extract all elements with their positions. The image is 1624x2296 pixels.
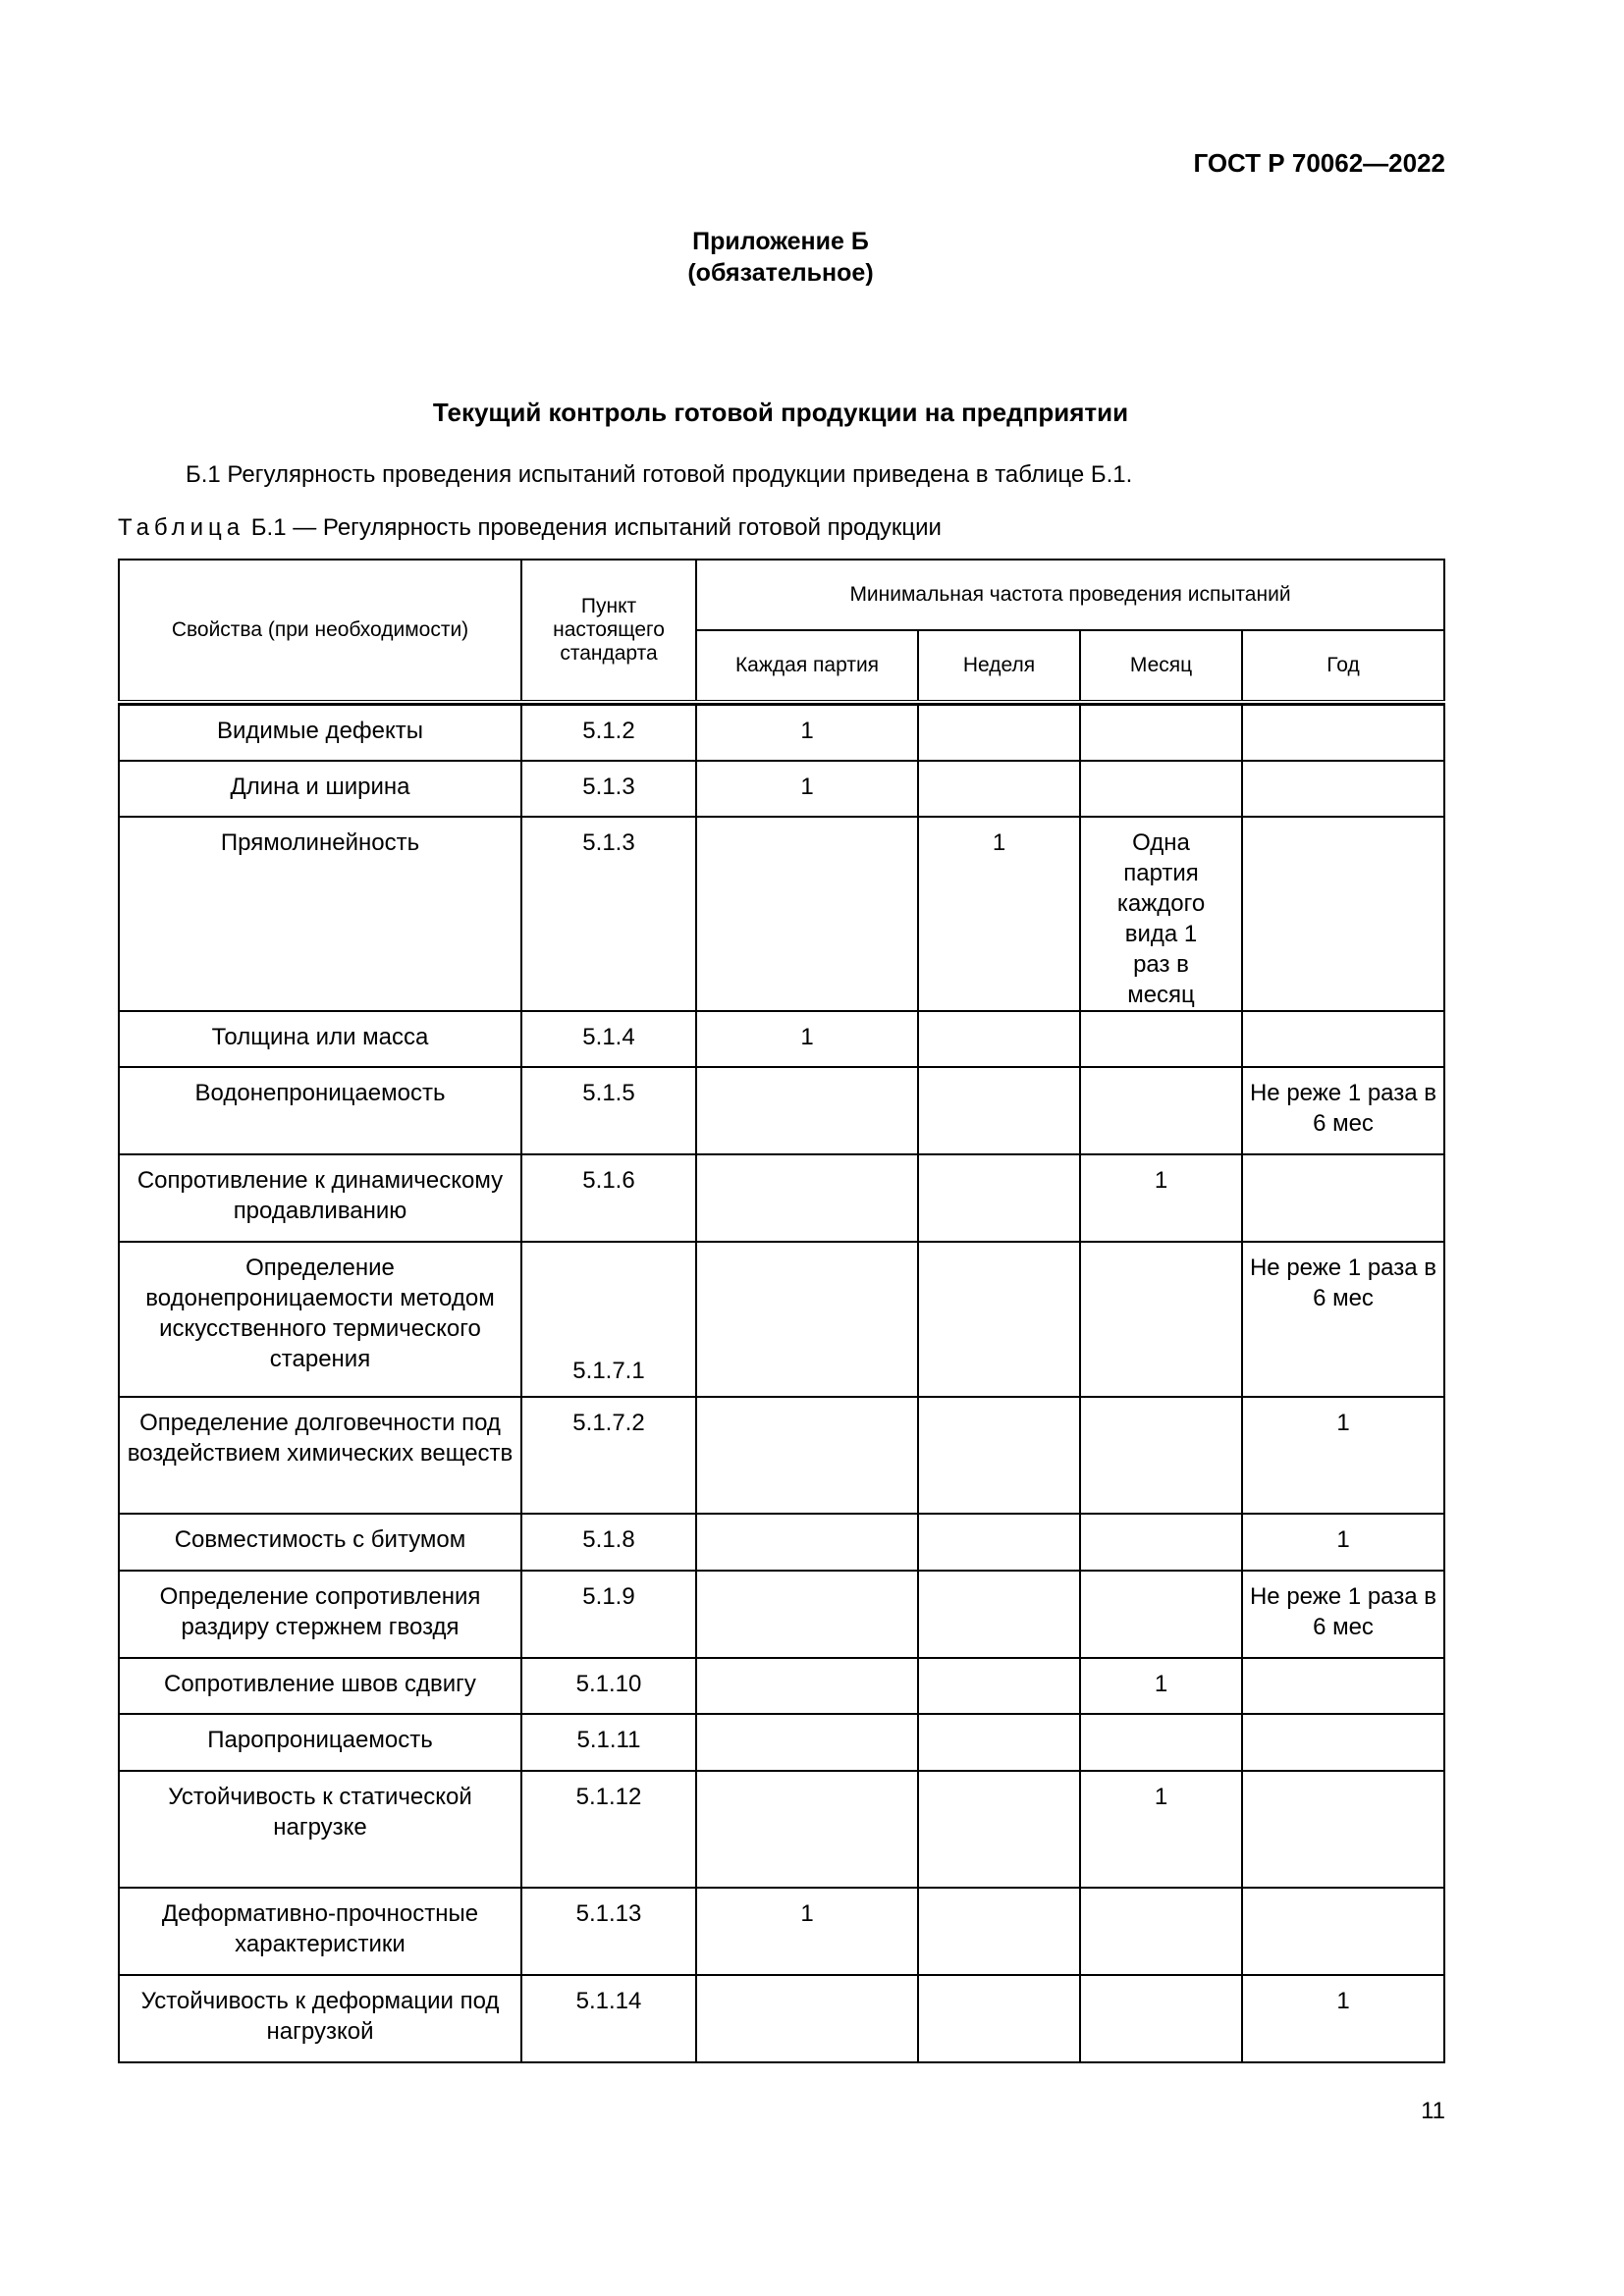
table-row <box>119 1154 1444 1242</box>
table-row <box>119 1771 1444 1888</box>
cell-month <box>1080 1397 1242 1514</box>
cell-property: Водонепроницаемость <box>119 1067 521 1154</box>
cell-week <box>918 1514 1080 1571</box>
cell-clause: 5.1.10 <box>521 1658 696 1714</box>
cell-clause: 5.1.6 <box>521 1154 696 1242</box>
cell-clause: 5.1.11 <box>521 1714 696 1771</box>
cell-batch <box>696 1242 918 1397</box>
cell-property: Толщина или масса <box>119 1011 521 1067</box>
cell-property: Прямолинейность <box>119 817 521 1011</box>
cell-clause: 5.1.3 <box>521 817 696 1011</box>
cell-property: Определение сопротивления раздиру стержнем гвоздя <box>119 1571 521 1658</box>
table-row <box>119 1714 1444 1771</box>
header-month: Месяц <box>1080 630 1242 702</box>
cell-week <box>918 1154 1080 1242</box>
section-title: Текущий контроль готовой продукции на предприятии <box>432 398 1129 427</box>
cell-year: Не реже 1 раза в 6 мес <box>1242 1242 1444 1397</box>
cell-batch: 1 <box>696 1888 918 1975</box>
cell-year <box>1242 1771 1444 1888</box>
cell-batch <box>696 1658 918 1714</box>
cell-month <box>1080 761 1242 817</box>
cell-year <box>1242 761 1444 817</box>
table-row <box>119 1397 1444 1514</box>
cell-year: Не реже 1 раза в 6 мес <box>1242 1067 1444 1154</box>
table-row <box>119 1658 1444 1714</box>
header-min-frequency: Минимальная частота проведения испытаний <box>696 560 1444 630</box>
intro-paragraph: Б.1 Регулярность проведения испытаний готовой продукции приведена в таблице Б.1. <box>186 461 1133 488</box>
cell-week <box>918 1975 1080 2062</box>
frequency-table <box>118 559 1445 2063</box>
cell-property: Сопротивление к динамическому продавливанию <box>119 1154 521 1242</box>
cell-week <box>918 1397 1080 1514</box>
header-each-batch: Каждая партия <box>696 630 918 702</box>
cell-week <box>918 1067 1080 1154</box>
cell-year: Не реже 1 раза в 6 мес <box>1242 1571 1444 1658</box>
cell-month <box>1080 1888 1242 1975</box>
cell-week <box>918 1771 1080 1888</box>
cell-week <box>918 1242 1080 1397</box>
cell-week <box>918 1011 1080 1067</box>
cell-year <box>1242 1011 1444 1067</box>
table-row <box>119 705 1444 761</box>
cell-clause: 5.1.5 <box>521 1067 696 1154</box>
table-row <box>119 1011 1444 1067</box>
header-clause: Пункт настоящего стандарта <box>521 560 696 702</box>
cell-batch: 1 <box>696 761 918 817</box>
table-row <box>119 761 1444 817</box>
cell-batch <box>696 1514 918 1571</box>
cell-clause: 5.1.2 <box>521 705 696 761</box>
cell-month <box>1080 1571 1242 1658</box>
cell-week <box>918 761 1080 817</box>
cell-clause: 5.1.14 <box>521 1975 696 2062</box>
cell-week <box>918 1714 1080 1771</box>
cell-week <box>918 1658 1080 1714</box>
cell-month: 1 <box>1080 1658 1242 1714</box>
cell-clause: 5.1.3 <box>521 761 696 817</box>
cell-month <box>1080 1514 1242 1571</box>
cell-batch <box>696 1571 918 1658</box>
cell-year <box>1242 1658 1444 1714</box>
cell-clause: 5.1.7.1 <box>521 1242 696 1397</box>
cell-month: Одна партия каждого вида 1 раз в месяц <box>1080 817 1242 1011</box>
cell-batch: 1 <box>696 1011 918 1067</box>
cell-week: 1 <box>918 817 1080 1011</box>
cell-month: 1 <box>1080 1154 1242 1242</box>
cell-clause: 5.1.13 <box>521 1888 696 1975</box>
cell-month <box>1080 705 1242 761</box>
cell-month <box>1080 1242 1242 1397</box>
cell-year: 1 <box>1242 1514 1444 1571</box>
cell-year: 1 <box>1242 1975 1444 2062</box>
header-year: Год <box>1242 630 1444 702</box>
cell-year <box>1242 1714 1444 1771</box>
table-row <box>119 1067 1444 1154</box>
annex-title: Приложение Б <box>692 228 869 255</box>
cell-property: Деформативно-прочностные характеристики <box>119 1888 521 1975</box>
cell-batch <box>696 817 918 1011</box>
cell-property: Совместимость с битумом <box>119 1514 521 1571</box>
cell-year <box>1242 705 1444 761</box>
standard-code: ГОСТ Р 70062—2022 <box>1193 148 1445 178</box>
cell-batch: 1 <box>696 705 918 761</box>
cell-property: Видимые дефекты <box>119 705 521 761</box>
cell-batch <box>696 1975 918 2062</box>
table-row <box>119 1571 1444 1658</box>
table-caption-text: Б.1 — Регулярность проведения испытаний готовой продукции <box>244 514 942 541</box>
table-row <box>119 817 1444 1011</box>
cell-month: 1 <box>1080 1771 1242 1888</box>
header-property: Свойства (при необходимости) <box>119 560 521 702</box>
table-row <box>119 1514 1444 1571</box>
cell-property: Длина и ширина <box>119 761 521 817</box>
cell-week <box>918 705 1080 761</box>
table-row <box>119 1888 1444 1975</box>
cell-year <box>1242 1154 1444 1242</box>
cell-property: Устойчивость к деформации под нагрузкой <box>119 1975 521 2062</box>
cell-batch <box>696 1397 918 1514</box>
cell-clause: 5.1.9 <box>521 1571 696 1658</box>
table-body <box>119 702 1444 2062</box>
cell-property: Определение водонепроницаемости методом искусственного термического старения <box>119 1242 521 1397</box>
cell-year: 1 <box>1242 1397 1444 1514</box>
table-row <box>119 1242 1444 1397</box>
header-week: Неделя <box>918 630 1080 702</box>
cell-property: Устойчивость к статической нагрузке <box>119 1771 521 1888</box>
cell-month <box>1080 1067 1242 1154</box>
cell-clause: 5.1.7.2 <box>521 1397 696 1514</box>
cell-batch <box>696 1067 918 1154</box>
cell-batch <box>696 1771 918 1888</box>
cell-year <box>1242 1888 1444 1975</box>
cell-clause: 5.1.12 <box>521 1771 696 1888</box>
cell-month <box>1080 1975 1242 2062</box>
table-caption-prefix: Таблица <box>118 514 245 541</box>
page-number: 11 <box>1421 2098 1445 2124</box>
table-row <box>119 1975 1444 2062</box>
cell-clause: 5.1.8 <box>521 1514 696 1571</box>
cell-week <box>918 1571 1080 1658</box>
cell-batch <box>696 1154 918 1242</box>
cell-month <box>1080 1714 1242 1771</box>
table-caption <box>118 514 942 542</box>
cell-year <box>1242 817 1444 1011</box>
annex-status: (обязательное) <box>687 259 874 287</box>
annex-heading <box>609 226 952 289</box>
cell-property: Сопротивление швов сдвигу <box>119 1658 521 1714</box>
cell-property: Определение долговечности под воздействием химических веществ <box>119 1397 521 1514</box>
cell-clause: 5.1.4 <box>521 1011 696 1067</box>
cell-property: Паропроницаемость <box>119 1714 521 1771</box>
cell-month <box>1080 1011 1242 1067</box>
cell-week <box>918 1888 1080 1975</box>
cell-batch <box>696 1714 918 1771</box>
